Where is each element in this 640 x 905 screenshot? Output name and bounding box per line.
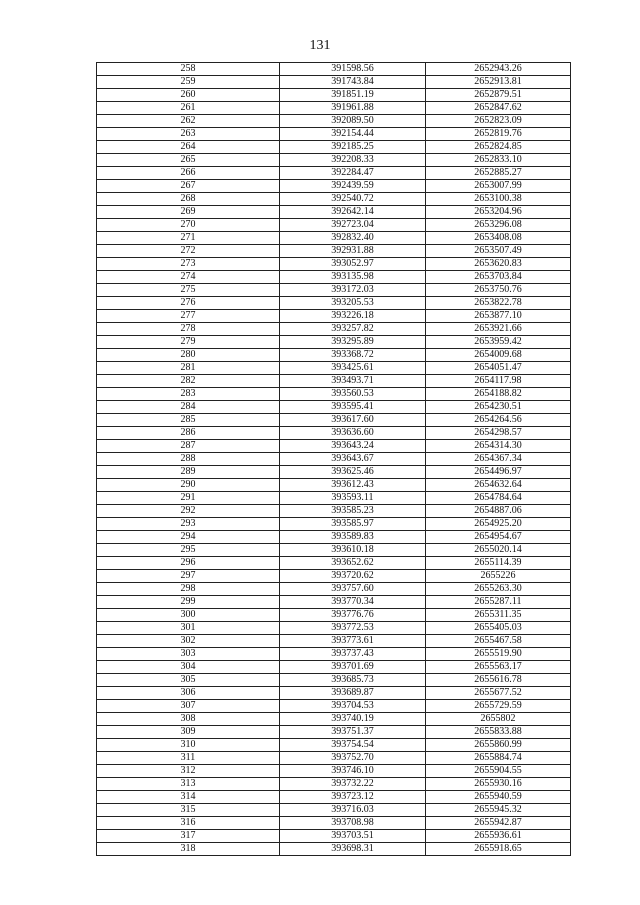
y-coordinate-cell: 2652879.51 [426,89,571,102]
x-coordinate-cell: 393257.82 [280,323,426,336]
table-row [97,700,571,713]
table-row [97,141,571,154]
table-row [97,609,571,622]
point-number-cell: 297 [97,570,280,583]
y-coordinate-cell: 2655884.74 [426,752,571,765]
coordinates-table [96,62,571,856]
y-coordinate-cell: 2655467.58 [426,635,571,648]
table-row [97,570,571,583]
x-coordinate-cell: 393708.98 [280,817,426,830]
x-coordinate-cell: 393636.60 [280,427,426,440]
point-number-cell: 262 [97,115,280,128]
table-row [97,752,571,765]
x-coordinate-cell: 391598.56 [280,63,426,76]
y-coordinate-cell: 2655616.78 [426,674,571,687]
table-row [97,557,571,570]
y-coordinate-cell: 2655945.32 [426,804,571,817]
table-row [97,284,571,297]
x-coordinate-cell: 393560.53 [280,388,426,401]
point-number-cell: 260 [97,89,280,102]
point-number-cell: 288 [97,453,280,466]
point-number-cell: 271 [97,232,280,245]
point-number-cell: 287 [97,440,280,453]
point-number-cell: 295 [97,544,280,557]
table-row [97,297,571,310]
point-number-cell: 313 [97,778,280,791]
x-coordinate-cell: 393752.70 [280,752,426,765]
table-row [97,219,571,232]
table-row [97,843,571,856]
point-number-cell: 298 [97,583,280,596]
y-coordinate-cell: 2653204.96 [426,206,571,219]
y-coordinate-cell: 2655020.14 [426,544,571,557]
point-number-cell: 259 [97,76,280,89]
table-row [97,115,571,128]
table-row [97,453,571,466]
point-number-cell: 308 [97,713,280,726]
point-number-cell: 273 [97,258,280,271]
x-coordinate-cell: 393368.72 [280,349,426,362]
point-number-cell: 275 [97,284,280,297]
y-coordinate-cell: 2652847.62 [426,102,571,115]
y-coordinate-cell: 2652823.09 [426,115,571,128]
y-coordinate-cell: 2655802 [426,713,571,726]
point-number-cell: 294 [97,531,280,544]
y-coordinate-cell: 2655677.52 [426,687,571,700]
y-coordinate-cell: 2654009.68 [426,349,571,362]
point-number-cell: 266 [97,167,280,180]
table-row [97,362,571,375]
x-coordinate-cell: 393172.03 [280,284,426,297]
point-number-cell: 270 [97,219,280,232]
x-coordinate-cell: 393720.62 [280,570,426,583]
table-row [97,375,571,388]
x-coordinate-cell: 393643.24 [280,440,426,453]
x-coordinate-cell: 393773.61 [280,635,426,648]
table-row [97,778,571,791]
y-coordinate-cell: 2654954.67 [426,531,571,544]
y-coordinate-cell: 2653100.38 [426,193,571,206]
table-row [97,414,571,427]
table-row [97,492,571,505]
x-coordinate-cell: 393698.31 [280,843,426,856]
x-coordinate-cell: 393585.97 [280,518,426,531]
point-number-cell: 263 [97,128,280,141]
point-number-cell: 261 [97,102,280,115]
table-row [97,739,571,752]
y-coordinate-cell: 2654784.64 [426,492,571,505]
point-number-cell: 311 [97,752,280,765]
x-coordinate-cell: 393746.10 [280,765,426,778]
table-row [97,271,571,284]
y-coordinate-cell: 2653620.83 [426,258,571,271]
x-coordinate-cell: 393652.62 [280,557,426,570]
point-number-cell: 306 [97,687,280,700]
y-coordinate-cell: 2655287.11 [426,596,571,609]
table-row [97,232,571,245]
point-number-cell: 274 [97,271,280,284]
y-coordinate-cell: 2654496.97 [426,466,571,479]
table-row [97,388,571,401]
y-coordinate-cell: 2655833.88 [426,726,571,739]
y-coordinate-cell: 2655930.16 [426,778,571,791]
y-coordinate-cell: 2652943.26 [426,63,571,76]
x-coordinate-cell: 393723.12 [280,791,426,804]
y-coordinate-cell: 2654367.34 [426,453,571,466]
y-coordinate-cell: 2654051.47 [426,362,571,375]
table-row [97,726,571,739]
y-coordinate-cell: 2653921.66 [426,323,571,336]
y-coordinate-cell: 2655729.59 [426,700,571,713]
table-row [97,583,571,596]
y-coordinate-cell: 2654264.56 [426,414,571,427]
point-number-cell: 268 [97,193,280,206]
x-coordinate-cell: 392154.44 [280,128,426,141]
table-row [97,791,571,804]
table-row [97,245,571,258]
x-coordinate-cell: 392089.50 [280,115,426,128]
point-number-cell: 293 [97,518,280,531]
table-row [97,193,571,206]
table-row [97,661,571,674]
point-number-cell: 302 [97,635,280,648]
x-coordinate-cell: 393595.41 [280,401,426,414]
y-coordinate-cell: 2653507.49 [426,245,571,258]
point-number-cell: 299 [97,596,280,609]
y-coordinate-cell: 2653408.08 [426,232,571,245]
x-coordinate-cell: 393625.46 [280,466,426,479]
point-number-cell: 301 [97,622,280,635]
table-row [97,518,571,531]
y-coordinate-cell: 2653007.99 [426,180,571,193]
point-number-cell: 276 [97,297,280,310]
y-coordinate-cell: 2654298.57 [426,427,571,440]
x-coordinate-cell: 393052.97 [280,258,426,271]
x-coordinate-cell: 393716.03 [280,804,426,817]
x-coordinate-cell: 393585.23 [280,505,426,518]
y-coordinate-cell: 2655904.55 [426,765,571,778]
table-row [97,804,571,817]
table-row [97,102,571,115]
point-number-cell: 279 [97,336,280,349]
x-coordinate-cell: 391961.88 [280,102,426,115]
y-coordinate-cell: 2652885.27 [426,167,571,180]
table-row [97,830,571,843]
y-coordinate-cell: 2655563.17 [426,661,571,674]
table-row [97,596,571,609]
table-row [97,466,571,479]
y-coordinate-cell: 2655405.03 [426,622,571,635]
x-coordinate-cell: 393751.37 [280,726,426,739]
table-row [97,310,571,323]
x-coordinate-cell: 393589.83 [280,531,426,544]
table-row [97,505,571,518]
x-coordinate-cell: 392540.72 [280,193,426,206]
table-row [97,674,571,687]
table-row [97,180,571,193]
x-coordinate-cell: 392931.88 [280,245,426,258]
x-coordinate-cell: 393295.89 [280,336,426,349]
table-row [97,349,571,362]
table-row [97,440,571,453]
point-number-cell: 307 [97,700,280,713]
y-coordinate-cell: 2655311.35 [426,609,571,622]
y-coordinate-cell: 2655940.59 [426,791,571,804]
point-number-cell: 290 [97,479,280,492]
x-coordinate-cell: 392439.59 [280,180,426,193]
point-number-cell: 258 [97,63,280,76]
point-number-cell: 296 [97,557,280,570]
x-coordinate-cell: 391743.84 [280,76,426,89]
x-coordinate-cell: 391851.19 [280,89,426,102]
page-number: 131 [309,38,331,53]
x-coordinate-cell: 393701.69 [280,661,426,674]
y-coordinate-cell: 2654632.64 [426,479,571,492]
table-row [97,401,571,414]
y-coordinate-cell: 2653750.76 [426,284,571,297]
x-coordinate-cell: 393593.11 [280,492,426,505]
point-number-cell: 280 [97,349,280,362]
point-number-cell: 278 [97,323,280,336]
table-row [97,154,571,167]
y-coordinate-cell: 2652824.85 [426,141,571,154]
point-number-cell: 318 [97,843,280,856]
y-coordinate-cell: 2654188.82 [426,388,571,401]
x-coordinate-cell: 393732.22 [280,778,426,791]
point-number-cell: 284 [97,401,280,414]
y-coordinate-cell: 2653822.78 [426,297,571,310]
x-coordinate-cell: 393754.54 [280,739,426,752]
table-row [97,323,571,336]
y-coordinate-cell: 2655918.65 [426,843,571,856]
point-number-cell: 309 [97,726,280,739]
point-number-cell: 267 [97,180,280,193]
point-number-cell: 312 [97,765,280,778]
x-coordinate-cell: 392284.47 [280,167,426,180]
table-row [97,544,571,557]
table-row [97,648,571,661]
x-coordinate-cell: 393703.51 [280,830,426,843]
table-row [97,817,571,830]
point-number-cell: 286 [97,427,280,440]
point-number-cell: 304 [97,661,280,674]
x-coordinate-cell: 392208.33 [280,154,426,167]
point-number-cell: 291 [97,492,280,505]
y-coordinate-cell: 2655114.39 [426,557,571,570]
point-number-cell: 310 [97,739,280,752]
table-row [97,427,571,440]
table-row [97,635,571,648]
y-coordinate-cell: 2655860.99 [426,739,571,752]
x-coordinate-cell: 393493.71 [280,375,426,388]
table-row [97,89,571,102]
point-number-cell: 272 [97,245,280,258]
point-number-cell: 264 [97,141,280,154]
x-coordinate-cell: 393226.18 [280,310,426,323]
table-row [97,167,571,180]
x-coordinate-cell: 393776.76 [280,609,426,622]
y-coordinate-cell: 2655942.87 [426,817,571,830]
x-coordinate-cell: 393205.53 [280,297,426,310]
x-coordinate-cell: 392185.25 [280,141,426,154]
x-coordinate-cell: 393425.61 [280,362,426,375]
x-coordinate-cell: 393685.73 [280,674,426,687]
y-coordinate-cell: 2654887.06 [426,505,571,518]
point-number-cell: 317 [97,830,280,843]
x-coordinate-cell: 393757.60 [280,583,426,596]
x-coordinate-cell: 393617.60 [280,414,426,427]
point-number-cell: 292 [97,505,280,518]
point-number-cell: 283 [97,388,280,401]
table-row [97,479,571,492]
table-row [97,687,571,700]
y-coordinate-cell: 2655226 [426,570,571,583]
y-coordinate-cell: 2654230.51 [426,401,571,414]
y-coordinate-cell: 2654925.20 [426,518,571,531]
x-coordinate-cell: 393612.43 [280,479,426,492]
y-coordinate-cell: 2654314.30 [426,440,571,453]
table-row [97,128,571,141]
table-row [97,336,571,349]
table-row [97,622,571,635]
y-coordinate-cell: 2654117.98 [426,375,571,388]
x-coordinate-cell: 393740.19 [280,713,426,726]
y-coordinate-cell: 2655263.30 [426,583,571,596]
point-number-cell: 281 [97,362,280,375]
x-coordinate-cell: 393704.53 [280,700,426,713]
table-row [97,531,571,544]
point-number-cell: 269 [97,206,280,219]
y-coordinate-cell: 2653877.10 [426,310,571,323]
y-coordinate-cell: 2653296.08 [426,219,571,232]
x-coordinate-cell: 393610.18 [280,544,426,557]
point-number-cell: 265 [97,154,280,167]
x-coordinate-cell: 393135.98 [280,271,426,284]
point-number-cell: 300 [97,609,280,622]
x-coordinate-cell: 393643.67 [280,453,426,466]
table-row [97,258,571,271]
table-row [97,713,571,726]
y-coordinate-cell: 2655936.61 [426,830,571,843]
y-coordinate-cell: 2652833.10 [426,154,571,167]
y-coordinate-cell: 2652913.81 [426,76,571,89]
y-coordinate-cell: 2655519.90 [426,648,571,661]
x-coordinate-cell: 392832.40 [280,232,426,245]
y-coordinate-cell: 2652819.76 [426,128,571,141]
point-number-cell: 303 [97,648,280,661]
x-coordinate-cell: 393772.53 [280,622,426,635]
table-row [97,63,571,76]
table-row [97,76,571,89]
point-number-cell: 289 [97,466,280,479]
y-coordinate-cell: 2653959.42 [426,336,571,349]
point-number-cell: 277 [97,310,280,323]
point-number-cell: 305 [97,674,280,687]
coordinates-table-body [97,63,571,856]
table-row [97,206,571,219]
point-number-cell: 314 [97,791,280,804]
point-number-cell: 282 [97,375,280,388]
x-coordinate-cell: 392642.14 [280,206,426,219]
x-coordinate-cell: 393737.43 [280,648,426,661]
point-number-cell: 316 [97,817,280,830]
y-coordinate-cell: 2653703.84 [426,271,571,284]
x-coordinate-cell: 393689.87 [280,687,426,700]
x-coordinate-cell: 393770.34 [280,596,426,609]
point-number-cell: 285 [97,414,280,427]
x-coordinate-cell: 392723.04 [280,219,426,232]
table-row [97,765,571,778]
point-number-cell: 315 [97,804,280,817]
